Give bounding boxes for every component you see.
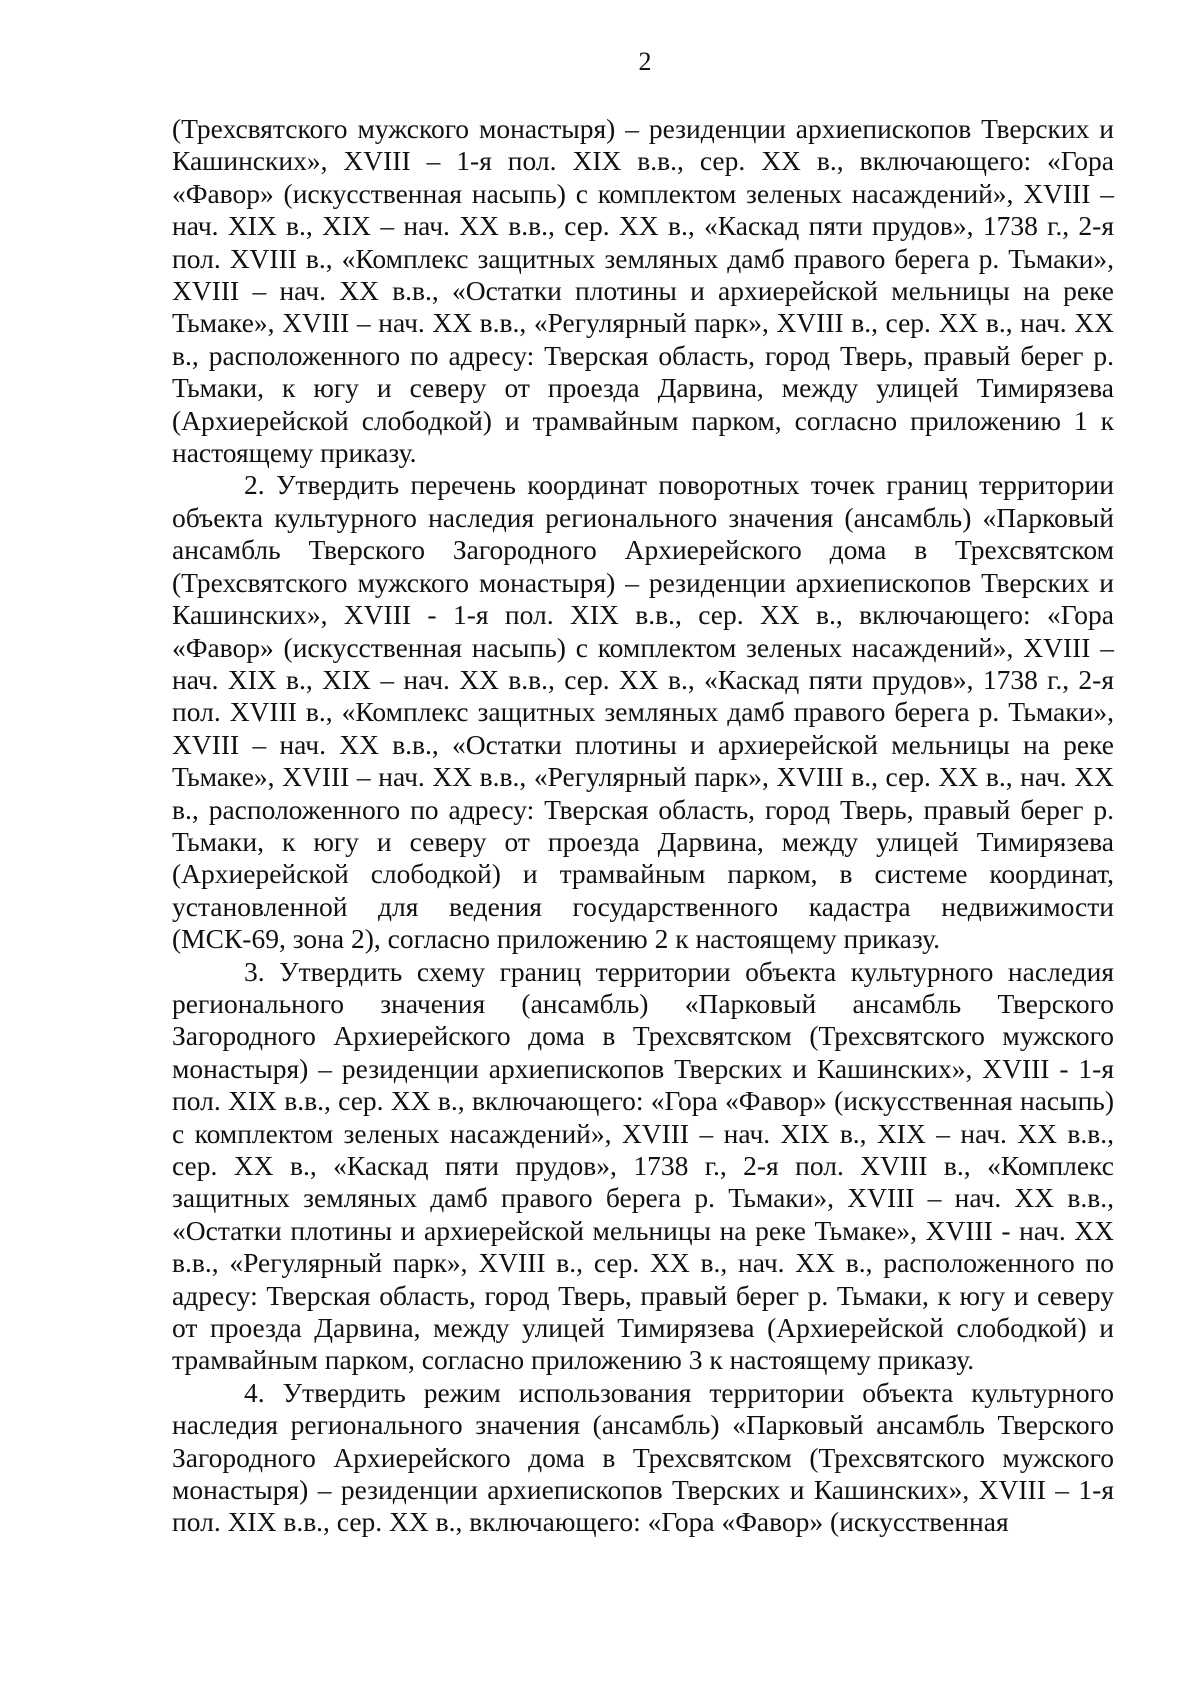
page-number: 2: [638, 47, 652, 76]
paragraph-item-4: 4. Утвердить режим использования территории объекта культурного наследия регионального значения (ансамбль) «Парковый ансамбль Тверского Загородного Архиерейского дома в Трехсвятском (Трехсвятского мужского монастыря) – резиденции архиепископов Тверских и Кашинских», XVIII – 1-я пол. XIX в.в., сер. XX в., включающего: «Гора «Фавор» (искусственная: [172, 1376, 1114, 1538]
paragraph-item-2: 2. Утвердить перечень координат поворотных точек границ территории объекта культурного наследия регионального значения (ансамбль) «Парковый ансамбль Тверского Загородного Архиерейского дома в Трехсвятском (Трехсвятского мужского монастыря) – резиденции архиепископов Тверских и Кашинских», XVIII - 1-я пол. XIX в.в., сер. XX в., включающего: «Гора «Фавор» (искусственная насыпь) с комплектом зеленых насаждений», XVIII – нач. XIX в., XIX – нач. XX в.в., сер. XX в., «Каскад пяти прудов», 1738 г., 2-я пол. XVIII в., «Комплекс защитных земляных дамб правого берега р. Тьмаки», XVIII – нач. XX в.в., «Остатки плотины и архиерейской мельницы на реке Тьмаке», XVIII – нач. XX в.в., «Регулярный парк», XVIII в., сер. XX в., нач. XX в., расположенного по адресу: Тверская область, город Тверь, правый берег р. Тьмаки, к югу и северу от проезда Дарвина, между улицей Тимирязева (Архиерейской слободкой) и трамвайным парком, в системе координат, установленной для ведения государственного кадастра недвижимости (МСК-69, зона 2), согласно приложению 2 к настоящему приказу.: [172, 469, 1114, 955]
paragraph-item-3: 3. Утвердить схему границ территории объекта культурного наследия регионального значения (ансамбль) «Парковый ансамбль Тверского Загородного Архиерейского дома в Трехсвятском (Трехсвятского мужского монастыря) – резиденции архиепископов Тверских и Кашинских», XVIII - 1-я пол. XIX в.в., сер. XX в., включающего: «Гора «Фавор» (искусственная насыпь) с комплектом зеленых насаждений», XVIII – нач. XIX в., XIX – нач. XX в.в., сер. XX в., «Каскад пяти прудов», 1738 г., 2-я пол. XVIII в., «Комплекс защитных земляных дамб правого берега р. Тьмаки», XVIII – нач. XX в.в., «Остатки плотины и архиерейской мельницы на реке Тьмаке», XVIII - нач. XX в.в., «Регулярный парк», XVIII в., сер. XX в., нач. XX в., расположенного по адресу: Тверская область, город Тверь, правый берег р. Тьмаки, к югу и северу от проезда Дарвина, между улицей Тимирязева (Архиерейской слободкой) и трамвайным парком, согласно приложению 3 к настоящему приказу.: [172, 955, 1114, 1376]
paragraph-continuation: (Трехсвятского мужского монастыря) – резиденции архиепископов Тверских и Кашинских», XVIII – 1-я пол. XIX в.в., сер. XX в., включающего: «Гора «Фавор» (искусственная насыпь) с комплектом зеленых насаждений», XVIII – нач. XIX в., XIX – нач. XX в.в., сер. XX в., «Каскад пяти прудов», 1738 г., 2-я пол. XVIII в., «Комплекс защитных земляных дамб правого берега р. Тьмаки», XVIII – нач. XX в.в., «Остатки плотины и архиерейской мельницы на реке Тьмаке», XVIII – нач. XX в.в., «Регулярный парк», XVIII в., сер. XX в., нач. XX в., расположенного по адресу: Тверская область, город Тверь, правый берег р. Тьмаки, к югу и северу от проезда Дарвина, между улицей Тимирязева (Архиерейской слободкой) и трамвайным парком, согласно приложению 1 к настоящему приказу.: [172, 113, 1114, 469]
document-body: [172, 113, 1114, 1539]
